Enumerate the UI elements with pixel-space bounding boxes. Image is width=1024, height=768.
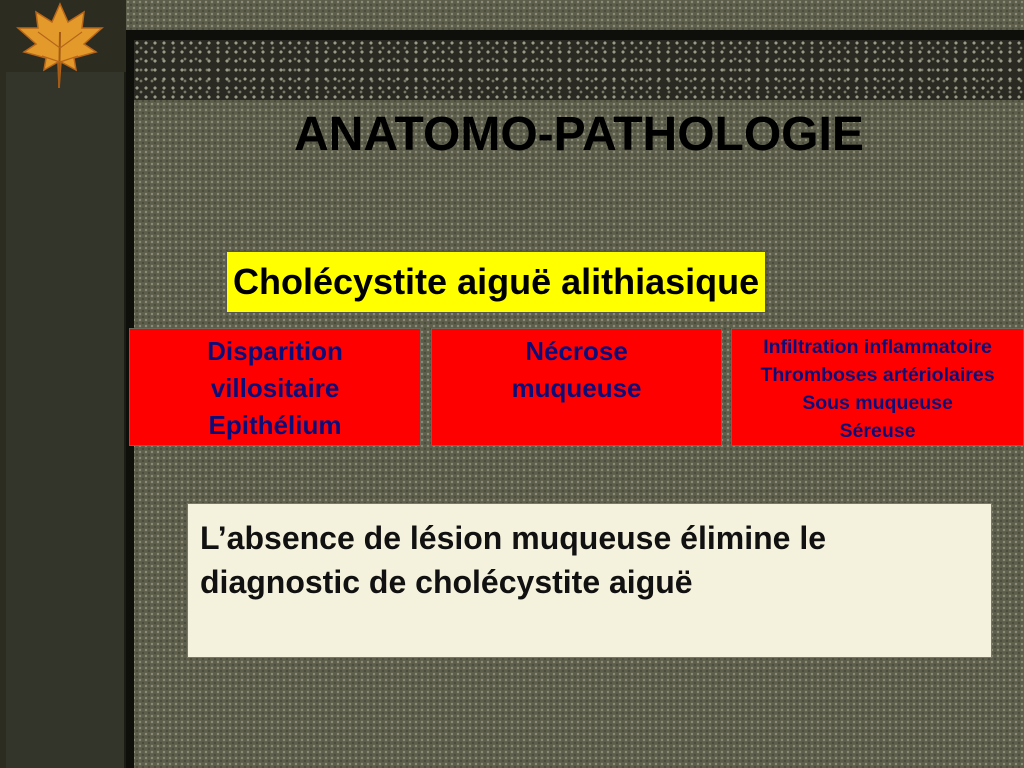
note-box: L’absence de lésion muqueuse élimine le diagnostic de cholécystite aiguë: [187, 503, 992, 658]
lesion-box-infiltration: [731, 328, 1024, 446]
box-line: Sous muqueuse: [802, 392, 953, 414]
lesion-box-necrose: [431, 328, 722, 446]
box-line: villositaire: [210, 373, 340, 403]
lesion-box-villositaire: [129, 328, 421, 446]
box-line: Séreuse: [839, 420, 916, 442]
box-line: Nécrose: [525, 336, 628, 366]
box-line: Infiltration inflammatoire: [763, 336, 992, 358]
maple-leaf-icon: [4, 2, 114, 92]
box-line: Epithélium: [208, 410, 342, 440]
box-line: muqueuse: [511, 373, 642, 403]
subtitle-box: Cholécystite aiguë alithiasique: [226, 251, 766, 313]
box-line: Disparition: [207, 336, 343, 366]
page-title: ANATOMO-PATHOLOGIE: [294, 108, 864, 161]
left-strip-panel: [6, 72, 126, 768]
header-texture-band: [134, 40, 1024, 100]
left-decorative-strip: [0, 0, 126, 768]
frame-top-border: [126, 30, 1024, 40]
box-line: Thromboses artériolaires: [760, 364, 995, 386]
